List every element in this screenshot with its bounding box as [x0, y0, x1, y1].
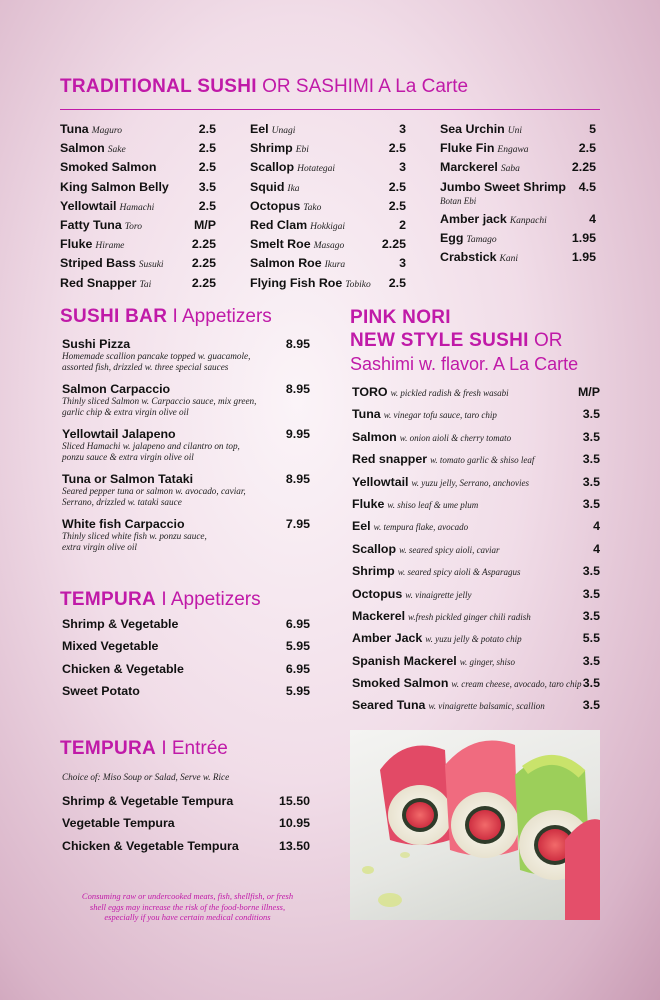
trad-item-japanese: Ika	[287, 183, 300, 194]
pink-nori-line2-light: OR	[528, 330, 563, 351]
tempura-app-item-name: Chicken & Vegetable	[62, 661, 184, 676]
trad-item	[250, 120, 406, 139]
pink-nori-item-name: Eel	[352, 519, 371, 534]
pink-nori-item-price: 3.5	[582, 474, 600, 489]
sushi-bar-item-desc: Thinly sliced Salmon w. Carpaccio sauce, mix green, garlic chip & extra virgin olive oil	[62, 396, 257, 417]
pink-nori-item-price: 3.5	[582, 429, 600, 444]
pink-nori-item-price: M/P	[577, 385, 600, 399]
trad-item-price: 3	[399, 122, 406, 136]
sushi-bar-list	[62, 337, 310, 562]
tempura-app-item-price: 5.95	[285, 639, 310, 654]
tempura-app-item	[62, 680, 310, 702]
trad-item	[60, 216, 216, 235]
tempura-app-item	[62, 635, 310, 657]
tempura-app-item-name: Shrimp & Vegetable	[62, 617, 179, 632]
sushi-bar-item-name: Yellowtail Jalapeno	[62, 427, 176, 441]
tempura-entree-title-light: I Entrée	[156, 738, 228, 759]
trad-item-price: 4	[589, 212, 596, 226]
sushi-bar-header	[60, 306, 272, 328]
trad-item-japanese: Toro	[124, 221, 142, 232]
trad-item-price: M/P	[193, 217, 216, 232]
trad-item-price: 5	[589, 122, 596, 136]
trad-item-price: 2.25	[571, 160, 596, 175]
pink-nori-item-name: Salmon	[352, 429, 397, 444]
pink-nori-item	[352, 652, 600, 674]
trad-item-price: 3.5	[198, 179, 216, 194]
trad-item	[60, 139, 216, 158]
traditional-col-3	[440, 120, 596, 197]
sushi-bar-item	[62, 517, 310, 553]
pink-nori-item-price: 3.5	[582, 698, 600, 713]
trad-item	[60, 235, 216, 254]
pink-nori-item-name: Red snapper	[352, 452, 428, 467]
sushi-bar-item-name: Salmon Carpaccio	[62, 382, 171, 396]
tempura-app-item-price: 5.95	[285, 684, 310, 699]
sushi-bar-item-desc: Sliced Hamachi w. jalapeno and cilantro on top, ponzu sauce & extra virgin olive oil	[62, 441, 240, 462]
trad-item-japanese: Uni	[507, 126, 522, 136]
pink-nori-item-desc: w. seared spicy aioli & Asparagus	[397, 567, 521, 578]
tempura-entree-item-name: Vegetable Tempura	[62, 816, 175, 831]
trad-item	[60, 158, 216, 177]
trad-item	[60, 120, 216, 139]
pink-nori-item-price: 4	[593, 541, 600, 556]
pink-nori-item-desc: w. shiso leaf & ume plum	[387, 499, 479, 510]
pink-nori-item	[352, 540, 600, 562]
trad-item	[60, 178, 216, 197]
trad-item	[440, 229, 596, 248]
pink-nori-item-price: 3.5	[582, 608, 600, 623]
pink-nori-item-price: 5.5	[582, 631, 600, 646]
trad-item-japanese: Kani	[499, 254, 518, 265]
pink-nori-header	[350, 306, 578, 376]
trad-item-japanese: Saba	[500, 164, 520, 175]
trad-item-price: 2.5	[198, 160, 216, 175]
trad-item-price: 2	[399, 217, 406, 232]
sushi-bar-item-name: Sushi Pizza	[62, 337, 131, 351]
trad-item-name: Shrimp	[250, 141, 293, 156]
tempura-entree-note: Choice of: Miso Soup or Salad, Serve w. Rice	[62, 772, 230, 782]
pink-nori-item-name: Spanish Mackerel	[352, 653, 457, 668]
trad-item-price: 2.25	[191, 237, 216, 252]
food-safety-disclaimer: Consuming raw or undercooked meats, fish, shellfish, or fresh shell eggs may increase the risk of the food-borne illness, especially if you have certain medical conditions	[81, 891, 294, 922]
traditional-col-3b	[440, 210, 596, 268]
sushi-bar-item-name: White fish Carpaccio	[62, 517, 185, 531]
pink-nori-item	[352, 562, 600, 584]
trad-item-price: 2.5	[198, 141, 216, 156]
trad-item-price: 1.95	[571, 250, 596, 265]
pink-nori-item-price: 3.5	[582, 586, 600, 601]
pink-nori-item-desc: w. vinegar tofu sauce, taro chip	[383, 410, 497, 421]
pink-nori-item-desc: w. tempura flake, avocado	[373, 522, 469, 533]
trad-item-japanese: Tobiko	[345, 279, 371, 290]
trad-item-japanese: Hamachi	[119, 202, 155, 213]
trad-item-japanese: Hokkigai	[310, 221, 345, 232]
tempura-app-title-bold: TEMPURA	[60, 589, 157, 610]
traditional-col-1	[60, 120, 216, 293]
trad-item-name: Tuna	[60, 122, 89, 136]
trad-item	[250, 139, 406, 158]
trad-item-japanese: Tamago	[466, 235, 497, 246]
trad-item-name: Fluke	[60, 237, 93, 252]
pink-nori-item-desc: w. seared spicy aioli, caviar	[399, 544, 500, 555]
trad-item-name: Yellowtail	[60, 198, 117, 213]
trad-item	[60, 254, 216, 273]
trad-item-name: Fatty Tuna	[60, 217, 122, 232]
trad-item-name: Red Snapper	[60, 275, 137, 290]
trad-item	[250, 178, 406, 197]
trad-item-name: King Salmon Belly	[60, 179, 169, 194]
trad-item-japanese: Kanpachi	[509, 216, 547, 226]
tempura-app-item	[62, 658, 310, 680]
jumbo-shrimp-sub: Botan Ebi	[440, 196, 477, 206]
trad-item	[250, 216, 406, 235]
tempura-app-item	[62, 613, 310, 635]
pink-nori-item	[352, 517, 600, 539]
trad-item-name: Squid	[250, 179, 285, 194]
tempura-entree-item	[62, 835, 310, 857]
tempura-app-item-name: Mixed Vegetable	[62, 639, 159, 654]
trad-item-price: 2.5	[388, 141, 406, 156]
sushi-bar-item-price: 8.95	[285, 337, 310, 351]
pink-nori-item-name: Seared Tuna	[352, 698, 426, 713]
trad-item-name: Octopus	[250, 198, 301, 213]
traditional-divider	[60, 109, 600, 110]
sushi-bar-item-desc: Seared pepper tuna or salmon w. avocado, caviar, Serrano, drizzled w. tataki sauce	[62, 486, 246, 507]
tempura-app-title-light: I Appetizers	[156, 589, 261, 610]
trad-item-name: Fluke Fin	[440, 141, 495, 156]
trad-item-name: Salmon Roe	[250, 256, 322, 271]
trad-item-name: Red Clam	[250, 217, 308, 232]
trad-item-price: 2.25	[381, 237, 406, 252]
pink-nori-item-name: Shrimp	[352, 564, 395, 579]
sushi-bar-item-name: Tuna or Salmon Tataki	[62, 472, 194, 486]
trad-item-name: Salmon	[60, 141, 105, 156]
sushi-bar-title-bold: SUSHI BAR	[60, 306, 168, 327]
pink-nori-item	[352, 696, 600, 718]
sushi-bar-item-price: 7.95	[285, 517, 310, 531]
pink-nori-item-name: Scallop	[352, 541, 397, 556]
trad-item-name: Flying Fish Roe	[250, 275, 343, 290]
tempura-entree-item-price: 15.50	[278, 794, 310, 809]
trad-item-price: 2.5	[388, 179, 406, 194]
tempura-app-header	[60, 589, 261, 611]
trad-item-price: 2.5	[388, 275, 406, 290]
tempura-entree-list	[62, 790, 310, 857]
trad-item-japanese: Unagi	[271, 126, 296, 136]
sushi-bar-item	[62, 382, 310, 418]
pink-nori-line2-bold: NEW STYLE SUSHI	[350, 330, 529, 351]
tempura-app-list	[62, 613, 310, 702]
trad-item-name: Striped Bass	[60, 256, 136, 271]
trad-item-price: 3	[399, 160, 406, 175]
pink-nori-item	[352, 674, 600, 696]
pink-nori-item-desc: w. tomato garlic & shiso leaf	[430, 455, 535, 466]
trad-item-name: Jumbo Sweet Shrimp	[440, 179, 566, 194]
trad-item-price: 4.5	[578, 179, 596, 194]
trad-item-name: Crabstick	[440, 250, 497, 265]
pink-nori-item-name: Yellowtail	[352, 474, 409, 489]
sushi-roll-illustration	[350, 730, 600, 920]
pink-nori-item	[352, 585, 600, 607]
pink-nori-list	[352, 383, 600, 719]
pink-nori-item	[352, 428, 600, 450]
traditional-title-light: OR SASHIMI A La Carte	[256, 76, 469, 97]
sushi-bar-title-light: I Appetizers	[167, 306, 272, 327]
trad-item-name: Eel	[250, 122, 269, 136]
pink-nori-item-name: Octopus	[352, 586, 403, 601]
sushi-bar-item-desc: Homemade scallion pancake topped w. guacamole, assorted fish, drizzled w. three special sauces	[62, 351, 251, 372]
trad-item	[440, 248, 596, 267]
tempura-app-item-name: Sweet Potato	[62, 684, 140, 699]
trad-item-japanese: Maguro	[91, 126, 122, 136]
trad-item-name: Smoked Salmon	[60, 160, 157, 175]
trad-item	[60, 274, 216, 293]
trad-item-name: Amber jack	[440, 212, 507, 226]
trad-item-price: 2.5	[198, 198, 216, 213]
trad-item-price: 2.5	[388, 198, 406, 213]
tempura-entree-item	[62, 790, 310, 812]
traditional-col-2	[250, 120, 406, 293]
trad-item-name: Egg	[440, 231, 464, 246]
pink-nori-item-price: 3.5	[582, 496, 600, 511]
pink-nori-line1: PINK NORI	[350, 307, 451, 328]
trad-item-japanese: Masago	[313, 241, 345, 252]
traditional-title-bold: TRADITIONAL SUSHI	[60, 76, 257, 97]
pink-nori-item-desc: w. cream cheese, avocado, taro chip	[451, 679, 582, 690]
pink-nori-item-desc: w. yuzu jelly, Serrano, anchovies	[411, 477, 530, 488]
tempura-entree-item-price: 10.95	[278, 816, 310, 831]
pink-nori-item-desc: w. onion aioli & cherry tomato	[399, 432, 512, 443]
sushi-bar-item	[62, 472, 310, 508]
pink-nori-item	[352, 607, 600, 629]
pink-nori-item-name: Amber Jack	[352, 631, 423, 646]
pink-nori-item-desc: w. ginger, shiso	[459, 656, 516, 667]
pink-nori-item-price: 3.5	[582, 653, 600, 668]
trad-item-japanese: Tako	[303, 202, 322, 213]
trad-item-name: Marckerel	[440, 160, 498, 175]
trad-item-price: 2.5	[578, 141, 596, 156]
trad-item-japanese: Sake	[107, 145, 126, 156]
pink-nori-item	[352, 495, 600, 517]
tempura-entree-header	[60, 738, 228, 760]
pink-nori-item-desc: w.fresh pickled ginger chili radish	[408, 611, 531, 622]
pink-nori-item-desc: w. vinaigrette balsamic, scallion	[428, 701, 545, 712]
traditional-header	[60, 76, 468, 98]
trad-item-price: 2.25	[191, 256, 216, 271]
pink-nori-item-price: 3.5	[582, 407, 600, 422]
pink-nori-item-name: Mackerel	[352, 608, 406, 623]
trad-item-japanese: Ebi	[295, 145, 309, 156]
trad-item	[250, 197, 406, 216]
pink-nori-item	[352, 473, 600, 495]
trad-item-japanese: Hotategai	[297, 164, 336, 175]
trad-item-price: 1.95	[571, 231, 596, 246]
trad-item	[440, 178, 596, 197]
sushi-bar-item-price: 8.95	[285, 472, 310, 486]
sushi-bar-item-desc: Thinly sliced white fish w. ponzu sauce, extra virgin olive oil	[62, 531, 207, 552]
trad-item-name: Scallop	[250, 160, 295, 175]
tempura-app-item-price: 6.95	[285, 617, 310, 632]
pink-nori-item-desc: w. vinaigrette jelly	[405, 589, 472, 600]
pink-nori-item	[352, 405, 600, 427]
sushi-roll-photo	[350, 730, 600, 920]
pink-nori-item-price: 4	[593, 519, 600, 534]
pink-nori-line3: Sashimi w. flavor. A La Carte	[350, 354, 579, 374]
pink-nori-item	[352, 383, 600, 405]
pink-nori-item	[352, 629, 600, 651]
trad-item-japanese: Engawa	[497, 145, 529, 156]
trad-item	[440, 210, 596, 229]
pink-nori-item-name: Tuna	[352, 407, 381, 422]
trad-item-japanese: Tai	[139, 279, 152, 290]
trad-item	[440, 120, 596, 139]
pink-nori-item-price: 3.5	[582, 564, 600, 579]
sushi-bar-item	[62, 427, 310, 463]
pink-nori-item-desc: w. pickled radish & fresh wasabi	[390, 388, 509, 398]
trad-item-japanese: Susuki	[138, 260, 164, 271]
pink-nori-item-price: 3.5	[582, 452, 600, 467]
trad-item-japanese: Ikura	[324, 260, 346, 271]
sushi-bar-item	[62, 337, 310, 373]
tempura-entree-item-name: Chicken & Vegetable Tempura	[62, 838, 239, 853]
trad-item	[250, 158, 406, 177]
pink-nori-item-name: Smoked Salmon	[352, 676, 449, 691]
trad-item	[440, 139, 596, 158]
tempura-app-item-price: 6.95	[285, 661, 310, 676]
tempura-entree-item-price: 13.50	[278, 838, 310, 853]
trad-item-price: 3	[399, 256, 406, 271]
trad-item	[250, 235, 406, 254]
sushi-bar-item-price: 8.95	[285, 382, 310, 396]
trad-item-name: Smelt Roe	[250, 237, 311, 252]
tempura-entree-item-name: Shrimp & Vegetable Tempura	[62, 794, 234, 809]
trad-item	[250, 274, 406, 293]
tempura-entree-item	[62, 812, 310, 834]
pink-nori-item	[352, 450, 600, 472]
trad-item	[440, 158, 596, 177]
trad-item-name: Sea Urchin	[440, 122, 505, 136]
pink-nori-item-desc: w. yuzu jelly & potato chip	[425, 634, 522, 645]
trad-item-price: 2.5	[198, 122, 216, 136]
trad-item-japanese: Hirame	[95, 241, 125, 252]
pink-nori-item-name: Fluke	[352, 496, 385, 511]
trad-item	[250, 254, 406, 273]
sushi-bar-item-price: 9.95	[285, 427, 310, 441]
trad-item	[60, 197, 216, 216]
trad-item-price: 2.25	[191, 275, 216, 290]
tempura-entree-title-bold: TEMPURA	[60, 738, 157, 759]
pink-nori-item-price: 3.5	[582, 676, 600, 691]
pink-nori-item-name: TORO	[352, 385, 388, 399]
